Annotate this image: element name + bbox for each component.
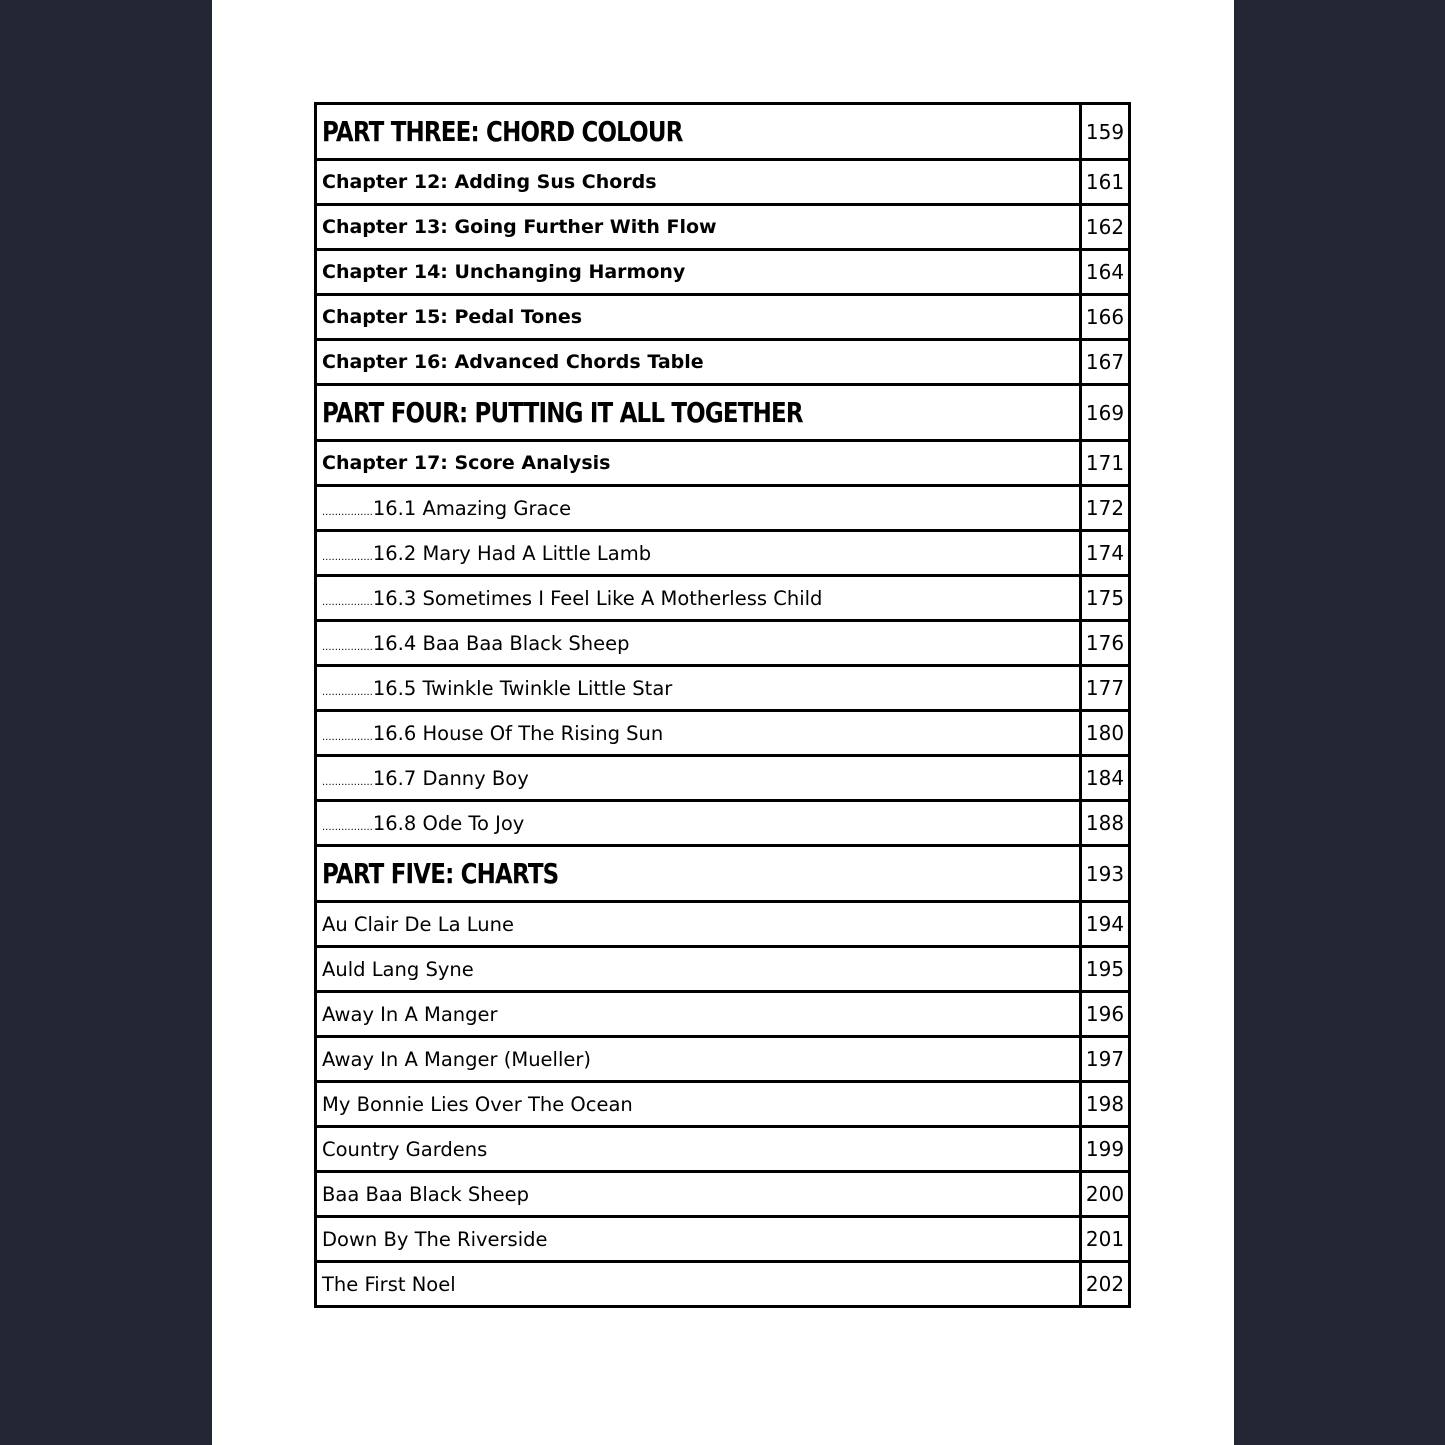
document-page <box>212 0 1234 1445</box>
toc-chart <box>316 992 1130 1037</box>
page-number: 193 <box>1081 846 1130 902</box>
dot-leader: ................ <box>322 551 373 563</box>
page-number: 167 <box>1081 340 1130 385</box>
toc-chart <box>316 1172 1130 1217</box>
toc-chart <box>316 902 1130 947</box>
toc-section <box>316 531 1130 576</box>
page-number: 198 <box>1081 1082 1130 1127</box>
chart-title: Baa Baa Black Sheep <box>316 1172 1081 1217</box>
toc-chapter <box>316 295 1130 340</box>
page-number: 171 <box>1081 441 1130 486</box>
toc-chart <box>316 947 1130 992</box>
page-number: 200 <box>1081 1172 1130 1217</box>
toc-section <box>316 621 1130 666</box>
page-number: 174 <box>1081 531 1130 576</box>
page-number: 184 <box>1081 756 1130 801</box>
toc-part-three <box>316 104 1130 160</box>
chart-title: Au Clair De La Lune <box>316 902 1081 947</box>
page-number: 196 <box>1081 992 1130 1037</box>
page-number: 180 <box>1081 711 1130 756</box>
chart-title: Country Gardens <box>316 1127 1081 1172</box>
toc-chapter <box>316 441 1130 486</box>
page-number: 201 <box>1081 1217 1130 1262</box>
section-title: 16.3 Sometimes I Feel Like A Motherless Child <box>372 586 823 610</box>
chart-title: Auld Lang Syne <box>316 947 1081 992</box>
toc-section <box>316 486 1130 531</box>
page-number: 172 <box>1081 486 1130 531</box>
page-number: 161 <box>1081 160 1130 205</box>
page-number: 197 <box>1081 1037 1130 1082</box>
section-title: 16.5 Twinkle Twinkle Little Star <box>372 676 673 700</box>
page-number: 162 <box>1081 205 1130 250</box>
toc-chapter <box>316 340 1130 385</box>
toc-part-four <box>316 385 1130 441</box>
toc-section <box>316 666 1130 711</box>
page-number: 166 <box>1081 295 1130 340</box>
chapter-title: Chapter 14: Unchanging Harmony <box>316 250 1081 295</box>
chapter-title: Chapter 17: Score Analysis <box>316 441 1081 486</box>
chart-title: Away In A Manger <box>316 992 1081 1037</box>
section-title: 16.2 Mary Had A Little Lamb <box>372 541 652 565</box>
dot-leader: ................ <box>322 506 373 518</box>
chapter-title: Chapter 12: Adding Sus Chords <box>316 160 1081 205</box>
chapter-title: Chapter 16: Advanced Chords Table <box>316 340 1081 385</box>
dot-leader: ................ <box>322 641 373 653</box>
chart-title: Down By The Riverside <box>316 1217 1081 1262</box>
chart-title: Away In A Manger (Mueller) <box>316 1037 1081 1082</box>
part-title: PART FIVE: CHARTS <box>322 857 559 890</box>
dot-leader: ................ <box>322 731 373 743</box>
toc-chart <box>316 1127 1130 1172</box>
toc-chart <box>316 1262 1130 1307</box>
page-number: 188 <box>1081 801 1130 846</box>
page-number: 177 <box>1081 666 1130 711</box>
table-of-contents <box>314 102 1131 1308</box>
toc-chapter <box>316 205 1130 250</box>
chapter-title: Chapter 15: Pedal Tones <box>316 295 1081 340</box>
chart-title: The First Noel <box>316 1262 1081 1307</box>
page-number: 199 <box>1081 1127 1130 1172</box>
toc-chapter <box>316 160 1130 205</box>
dot-leader: ................ <box>322 821 373 833</box>
section-title: 16.7 Danny Boy <box>372 766 529 790</box>
section-title: 16.6 House Of The Rising Sun <box>372 721 664 745</box>
page-number: 164 <box>1081 250 1130 295</box>
toc-chapter <box>316 250 1130 295</box>
page-number: 169 <box>1081 385 1130 441</box>
toc-section <box>316 711 1130 756</box>
dot-leader: ................ <box>322 776 373 788</box>
dot-leader: ................ <box>322 686 373 698</box>
toc-part-five <box>316 846 1130 902</box>
part-title: PART FOUR: PUTTING IT ALL TOGETHER <box>322 396 803 429</box>
toc-section <box>316 576 1130 621</box>
page-number: 194 <box>1081 902 1130 947</box>
page-number: 202 <box>1081 1262 1130 1307</box>
section-title: 16.4 Baa Baa Black Sheep <box>372 631 630 655</box>
chart-title: My Bonnie Lies Over The Ocean <box>316 1082 1081 1127</box>
dot-leader: ................ <box>322 596 373 608</box>
section-title: 16.8 Ode To Joy <box>372 811 525 835</box>
section-title: 16.1 Amazing Grace <box>372 496 572 520</box>
page-number: 175 <box>1081 576 1130 621</box>
toc-chart <box>316 1037 1130 1082</box>
toc-chart <box>316 1082 1130 1127</box>
toc-section <box>316 801 1130 846</box>
page-number: 176 <box>1081 621 1130 666</box>
part-title: PART THREE: CHORD COLOUR <box>322 115 683 148</box>
chapter-title: Chapter 13: Going Further With Flow <box>316 205 1081 250</box>
toc-chart <box>316 1217 1130 1262</box>
toc-section <box>316 756 1130 801</box>
page-number: 195 <box>1081 947 1130 992</box>
page-number: 159 <box>1081 104 1130 160</box>
